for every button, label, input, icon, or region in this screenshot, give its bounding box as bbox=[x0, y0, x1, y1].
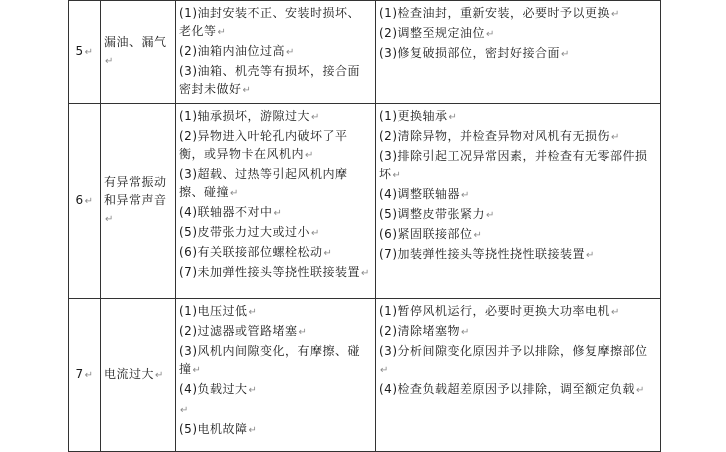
cell-line: (4)负载过大↵ bbox=[179, 382, 258, 396]
paragraph-mark-icon: ↵ bbox=[305, 150, 314, 161]
cell-line: (3)超载、过热等引起风机内摩擦、碰撞↵ bbox=[179, 167, 348, 199]
cell-line: (7)未加弹性接头等挠性联接装置↵ bbox=[179, 265, 370, 279]
cell-line: (1)电压过低↵ bbox=[179, 304, 258, 318]
paragraph-mark-icon: ↵ bbox=[611, 132, 620, 143]
cell-line: (3)分析间隙变化原因并予以排除，修复摩擦部位↵ bbox=[379, 344, 648, 376]
cell-line: (3)油箱、机壳等有损坏，接合面密封未做好↵ bbox=[179, 64, 360, 96]
cell-line: (4)检查负载超差原因予以排除，调至额定负载↵ bbox=[379, 382, 645, 396]
cell-line: (1)暂停风机运行，必要时更换大功率电机↵ bbox=[379, 304, 620, 318]
fault-table-body bbox=[69, 1, 661, 452]
paragraph-mark-icon: ↵ bbox=[298, 327, 308, 338]
cell-line: (4)调整联轴器↵ bbox=[379, 187, 470, 201]
remedies-cell bbox=[376, 104, 661, 299]
paragraph-mark-icon: ↵ bbox=[448, 112, 458, 123]
remedies-cell bbox=[376, 299, 661, 452]
paragraph-mark-icon: ↵ bbox=[586, 250, 595, 261]
symptom-cell: 有异常振动和异常声音↵ bbox=[101, 104, 176, 299]
paragraph-mark-icon: ↵ bbox=[323, 248, 333, 259]
paragraph-mark-icon: ↵ bbox=[611, 307, 620, 318]
cell-line: (6)有关联接部位螺栓松动↵ bbox=[179, 245, 333, 259]
cell-line: (4)联轴器不对中↵ bbox=[179, 205, 283, 219]
cell-line: (1)检查油封，重新安装，必要时予以更换↵ bbox=[379, 6, 620, 20]
cell-line: (1)轴承损坏，游隙过大↵ bbox=[179, 109, 320, 123]
causes-cell bbox=[176, 104, 376, 299]
causes-cell bbox=[176, 1, 376, 104]
paragraph-mark-icon: ↵ bbox=[473, 230, 483, 241]
paragraph-mark-icon: ↵ bbox=[286, 47, 295, 58]
table-row bbox=[69, 1, 661, 104]
paragraph-mark-icon: ↵ bbox=[230, 188, 239, 199]
cell-line: (5)调整皮带张紧力↵ bbox=[379, 207, 495, 221]
symptom-cell: 电流过大↵ bbox=[101, 299, 176, 452]
cell-line: (2)油箱内油位过高↵ bbox=[179, 44, 295, 58]
paragraph-mark-icon: ↵ bbox=[248, 385, 258, 396]
paragraph-mark-icon: ↵ bbox=[461, 190, 470, 201]
paragraph-mark-icon: ↵ bbox=[380, 365, 389, 376]
paragraph-mark-icon: ↵ bbox=[192, 365, 202, 376]
cell-line: (2)过滤器或管路堵塞↵ bbox=[179, 324, 308, 338]
cell-line: (5)皮带张力过大或过小↵ bbox=[179, 225, 320, 239]
cell-line: (2)清除堵塞物↵ bbox=[379, 324, 470, 338]
paragraph-mark-icon: ↵ bbox=[561, 49, 570, 60]
paragraph-mark-icon: ↵ bbox=[242, 85, 252, 96]
cell-line: (6)紧固联接部位↵ bbox=[379, 227, 483, 241]
paragraph-mark-icon: ↵ bbox=[611, 9, 620, 20]
paragraph-mark-icon: ↵ bbox=[361, 268, 370, 279]
cell-line: (2)调整至规定油位↵ bbox=[379, 26, 495, 40]
cell-line: (3)排除引起工况异常因素，并检查有无零部件损坏↵ bbox=[379, 149, 648, 181]
paragraph-mark-icon: ↵ bbox=[486, 29, 495, 40]
cell-line: (2)清除异物，并检查异物对风机有无损伤↵ bbox=[379, 129, 620, 143]
cell-line: (7)加装弹性接头等挠性挠性联接装置↵ bbox=[379, 247, 595, 261]
paragraph-mark-icon: ↵ bbox=[248, 425, 258, 436]
paragraph-mark-icon: ↵ bbox=[248, 307, 258, 318]
cell-line: (1)油封安装不正、安装时损坏、老化等↵ bbox=[179, 6, 360, 38]
fault-table bbox=[68, 0, 661, 452]
table-row bbox=[69, 299, 661, 452]
cell-line: (1)更换轴承↵ bbox=[379, 109, 458, 123]
row-number: 7↵ bbox=[69, 299, 101, 452]
cell-line: (2)异物进入叶轮孔内破坏了平衡，或异物卡在风机内↵ bbox=[179, 129, 348, 161]
paragraph-mark-icon: ↵ bbox=[636, 385, 645, 396]
cell-line: (5)电机故障↵ bbox=[179, 422, 258, 436]
symptom-cell: 漏油、漏气↵ bbox=[101, 1, 176, 104]
paragraph-mark-icon: ↵ bbox=[217, 27, 227, 38]
cell-line: (3)风机内间隙变化，有摩擦、碰撞↵ bbox=[179, 344, 360, 376]
causes-cell bbox=[176, 299, 376, 452]
paragraph-mark-icon: ↵ bbox=[180, 405, 189, 416]
cell-line bbox=[179, 400, 372, 420]
paragraph-mark-icon: ↵ bbox=[392, 170, 402, 181]
paragraph-mark-icon: ↵ bbox=[273, 208, 283, 219]
paragraph-mark-icon: ↵ bbox=[311, 112, 320, 123]
cell-line: (3)修复破损部位，密封好接合面↵ bbox=[379, 46, 570, 60]
row-number: 5↵ bbox=[69, 1, 101, 104]
table-row bbox=[69, 104, 661, 299]
paragraph-mark-icon: ↵ bbox=[461, 327, 470, 338]
paragraph-mark-icon: ↵ bbox=[311, 228, 320, 239]
row-number: 6↵ bbox=[69, 104, 101, 299]
paragraph-mark-icon: ↵ bbox=[486, 210, 495, 221]
remedies-cell bbox=[376, 1, 661, 104]
